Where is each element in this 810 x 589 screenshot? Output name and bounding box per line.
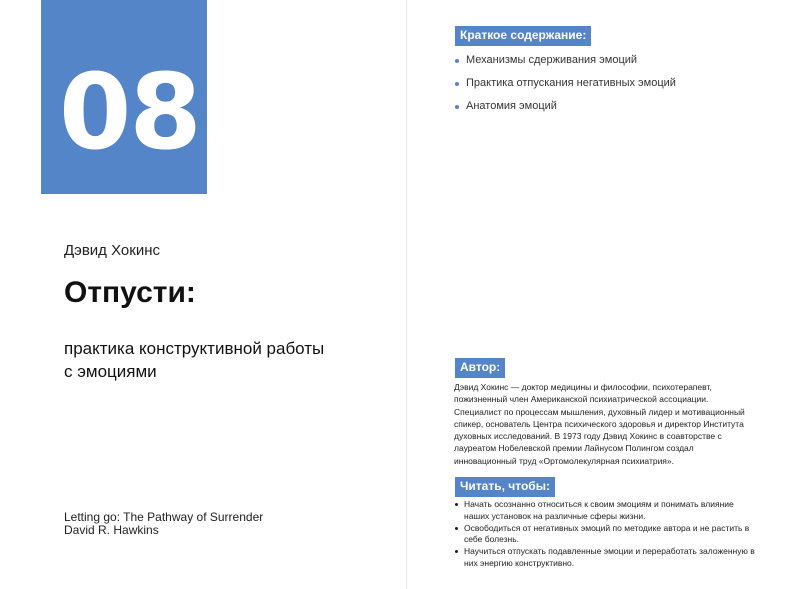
book-subtitle-line: практика конструктивной работы — [64, 339, 325, 358]
summary-list — [455, 53, 676, 122]
original-author: David R. Hawkins — [64, 523, 159, 537]
summary-heading: Краткое содержание: — [455, 26, 591, 46]
summary-item: Практика отпускания негативных эмоций — [455, 76, 676, 99]
summary-item: Механизмы сдерживания эмоций — [455, 53, 676, 76]
goal-item: Научиться отпускать подавленные эмоции и переработать заложенную в них энергию конструктивно. — [454, 546, 756, 569]
goals-list — [454, 499, 756, 570]
original-title: Letting go: The Pathway of Surrender — [64, 510, 264, 524]
author-name: Дэвид Хокинс — [64, 242, 160, 259]
author-heading: Автор: — [455, 358, 505, 378]
goal-item: Освободиться от негативных эмоций по методике автора и не растить в себе болезнь. — [454, 523, 756, 546]
book-subtitle-line: с эмоциями — [64, 362, 157, 381]
chapter-number: 08 — [59, 51, 200, 173]
goals-heading: Читать, чтобы: — [455, 477, 555, 497]
chapter-number-block — [41, 0, 207, 194]
goal-item: Начать осознанно относиться к своим эмоциям и понимать влияние наших установок на различные сферы жизни. — [454, 499, 756, 522]
original-title-block — [64, 511, 263, 537]
author-bio: Дэвид Хокинс — доктор медицины и философии, психотерапевт, пожизненный член Американской психиатрической ассоциации. Специалист по процессам мышления, духовный лидер и мотивационный спикер, основатель Центра психического здоровья и директор Института духовных исследований. В 1973 году Дэвид Хокинс в соавторстве с лауреатом Нобелевской премии Лайнусом Полингом создал инновационный труд «Ортомолекулярная психиатрия». — [454, 382, 745, 466]
book-subtitle — [64, 337, 324, 383]
summary-item: Анатомия эмоций — [455, 99, 676, 122]
right-page — [407, 0, 810, 589]
book-title: Отпусти: — [64, 276, 196, 309]
